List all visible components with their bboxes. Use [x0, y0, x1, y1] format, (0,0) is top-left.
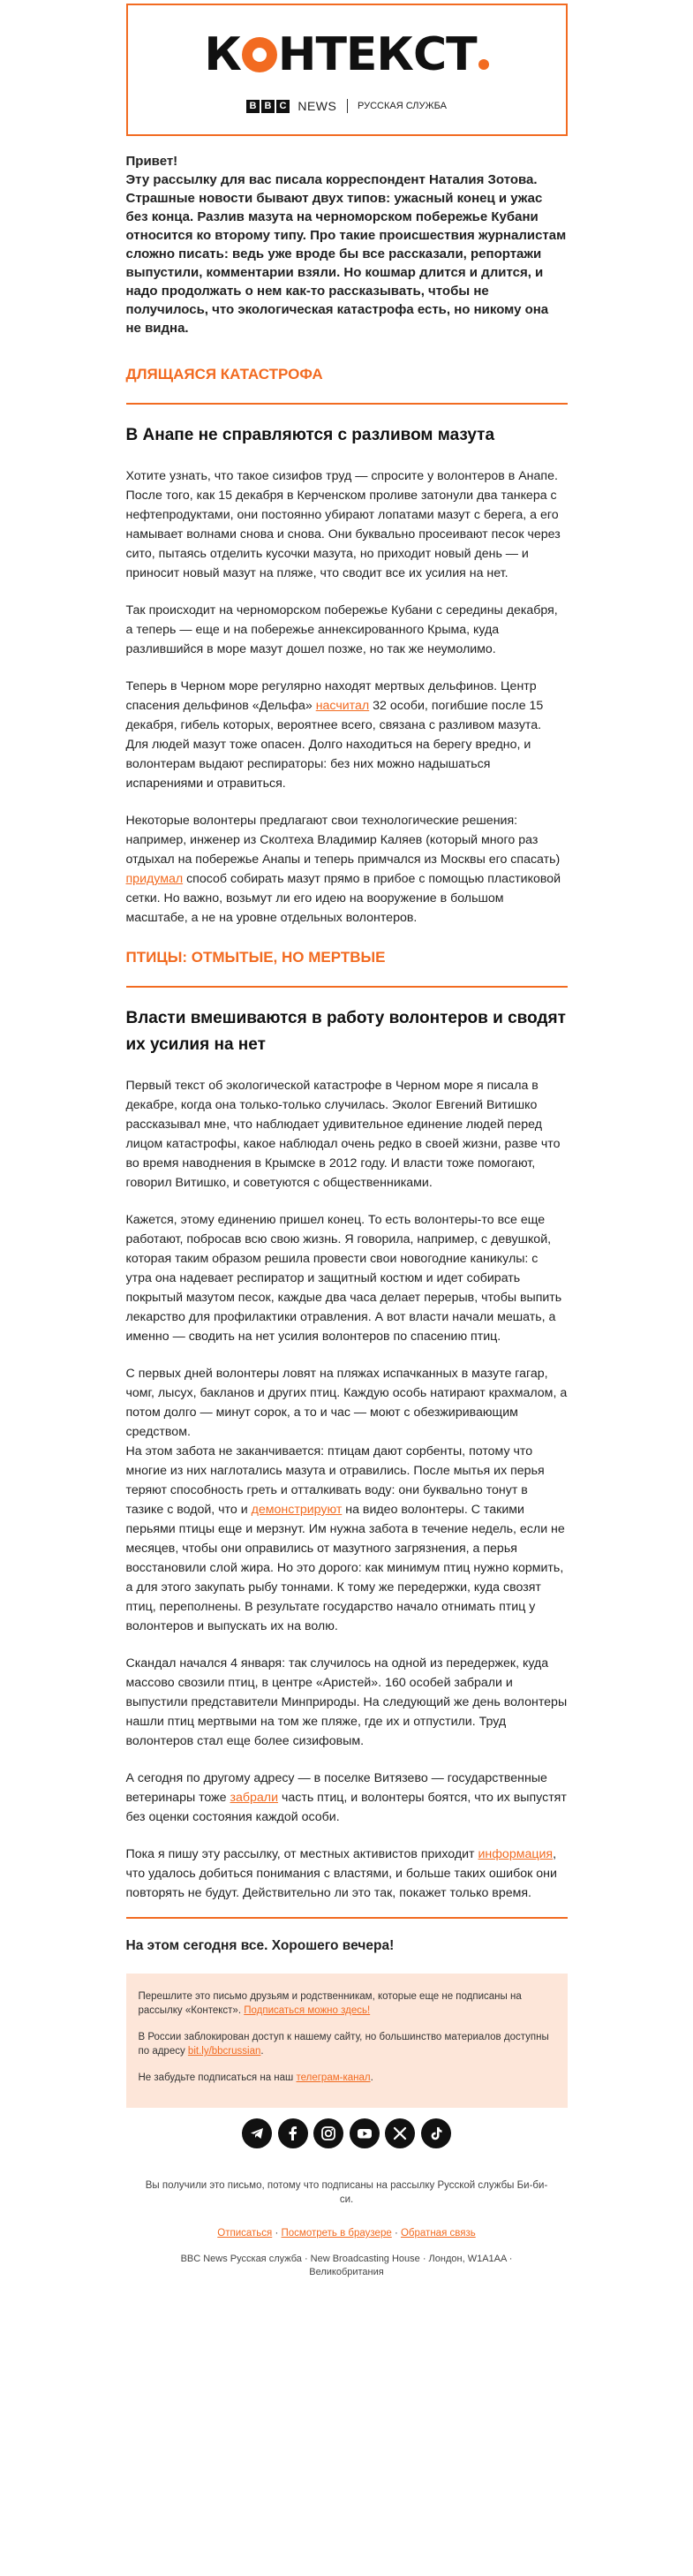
section-label-1: ДЛЯЩАЯСЯ КАТАСТРОФА: [125, 366, 323, 383]
feedback-link[interactable]: Обратная связь: [400, 2228, 476, 2239]
intro: [126, 152, 568, 337]
link-separator: ·: [272, 2228, 282, 2239]
text-span: часть птиц, и волонтеры боятся, что их выпустят без оценки состояния каждой особи.: [125, 1791, 567, 1824]
social-icons: [126, 2118, 568, 2157]
forward-note: [139, 1989, 555, 2018]
paragraph: [126, 1364, 568, 1636]
link-pridumal[interactable]: придумал: [125, 872, 184, 886]
mirror-note: [139, 2030, 555, 2058]
instagram-icon[interactable]: [313, 2118, 343, 2148]
logo-o-icon: [242, 37, 277, 72]
text-span: .: [370, 2072, 373, 2083]
text-span: На этом забота не заканчивается: птицам дают сорбенты, потому что многие из них наглотались мазута и отравились. После мытья их перья теряют способность греть и отталкивать воду: они буквально тонут в тазике с водой, что и: [125, 1444, 545, 1517]
link-separator: ·: [391, 2228, 401, 2239]
paragraph: Скандал начался 4 января: так случилось на одной из передержек, куда массово свозили птиц, в центре «Аристей». 160 особей забрали и выпустили представители Минприроды. На следующий же день волонтеры нашли птиц мертвыми на том же пляже, где их и отпустили. Труд волонтеров стал еще более сизифовым.: [125, 1656, 568, 1748]
service-name: РУССКАЯ СЛУЖБА: [358, 101, 447, 111]
section-divider-1: [126, 403, 568, 405]
logo-letter-k: К: [204, 28, 241, 81]
bbc-block-c: C: [276, 100, 290, 113]
text-span: 32 особи, погибшие после 15 декабря, гибель которых, вероятнее всего, связана с разливом мазута. Для людей мазут тоже опасен. Долго находиться на берегу вредно, и волонтерам выдают респираторы: без них можно надышаться испарениями и отравиться.: [125, 699, 544, 791]
kontekst-logo: [128, 28, 566, 81]
text-span: , что удалось добиться понимания с властями, и больше таких ошибок они повторять не будут. Действительно ли это так, покажет только время.: [125, 1847, 557, 1900]
telegram-icon[interactable]: [242, 2118, 272, 2148]
youtube-icon[interactable]: [350, 2118, 380, 2148]
newsletter: [126, 4, 568, 2279]
text-span: .: [260, 2046, 264, 2057]
link-zabrali[interactable]: забрали: [230, 1791, 279, 1805]
subscribe-link[interactable]: Подписаться можно здесь!: [244, 2005, 371, 2016]
paragraph: Кажется, этому единению пришел конец. То есть волонтеры-то все еще работают, побросав всю свою жизнь. Я говорила, например, с девушкой, которая таким образом решила провести свои новогодние каникулы: с утра она надевает респиратор и защитный костюм и идет собирать покрытый мазутом песок, каждые два часа делает перерыв, чтобы выпить лекарство для профилактики отравления. А вот власти начали мешать, а именно — сводить на нет усилия волонтеров по спасению птиц.: [125, 1213, 562, 1344]
unsubscribe-link[interactable]: Отписаться: [217, 2228, 273, 2239]
view-in-browser-link[interactable]: Посмотреть в браузере: [281, 2228, 392, 2239]
paragraph: Первый текст об экологической катастрофе в Черном море я писала в декабре, когда она только-только случилась. Эколог Евгений Витишко рассказывал мне, что наблюдает удивительное единение людей перед лицом катастрофы, какое наблюдал очень редко в своей жизни, разве что во время наводнения в Крымске в 2012 году. И власти тоже помогают, говорил Витишко, и советуются с общественниками.: [125, 1079, 561, 1190]
telegram-note: [139, 2071, 555, 2085]
paragraph: [126, 1769, 568, 1827]
masthead: [126, 4, 568, 136]
section-divider-2: [126, 986, 568, 988]
headline-2: Власти вмешиваются в работу волонтеров и сводят их усилия на нет: [125, 1009, 566, 1054]
paragraph: [126, 1845, 568, 1903]
link-demonstriruyut[interactable]: демонстрируют: [251, 1503, 343, 1517]
intro-text: Эту рассылку для вас писала корреспондент Наталия Зотова. Страшные новости бывают двух типов: ужасный конец и ужас без конца. Разлив мазута на черноморском побережье Кубани относится ко второму типу. Про такие происшествия журналистам сложно писать: ведь уже вроде бы все рассказали, репортажи выпустили, комментарии взяли. Но кошмар длится и длится, и надо продолжать о нем как-то рассказывать, чтобы не получилось, что экологическая катастрофа есть, но никому она не видна.: [125, 172, 567, 336]
text-span: Пока я пишу эту рассылку, от местных активистов приходит: [125, 1847, 478, 1861]
footer-promo-box: [126, 1974, 568, 2108]
text-span: Не забудьте подписаться на наш: [138, 2072, 297, 2083]
closing-line: На этом сегодня все. Хорошего вечера!: [125, 1938, 395, 1953]
paragraph: [126, 811, 568, 928]
paragraph: Хотите узнать, что такое сизифов труд — спросите у волонтеров в Анапе. После того, как 15 декабря в Керченском проливе затонули два танкера с нефтепродуктами, они постоянно убирают лопатами мазут с берега, а его намывает волнами снова и снова. Они буквально просеивают песок через сито, пытаясь отделить кусочки мазута, но приходит новый день — и приносит новый мазут на пляже, что сводит все их усилия на нет.: [125, 469, 561, 580]
text-span: Перешлите это письмо друзьям и родственникам, которые еще не подписаны на рассылку «Контекст».: [138, 1991, 522, 2016]
logo-letters: НТЕКСТ: [277, 28, 477, 81]
subscription-note: Вы получили это письмо, потому что подписаны на рассылку Русской службы Би-би-си.: [145, 2180, 548, 2205]
mirror-link[interactable]: bit.ly/bbcrussian: [187, 2046, 261, 2057]
text-span: Теперь в Черном море регулярно находят мертвых дельфинов. Центр спасения дельфинов «Дельфа»: [125, 679, 537, 713]
text-span: Некоторые волонтеры предлагают свои технологические решения: например, инженер из Сколтеха Владимир Каляев (который много раз отдыхал на побережье Анапы и теперь примчался из Москвы его спасать): [125, 814, 561, 867]
footer-links: [126, 2228, 568, 2239]
facebook-icon[interactable]: [278, 2118, 308, 2148]
section-label-2: ПТИЦЫ: ОТМЫТЫЕ, НО МЕРТВЫЕ: [125, 949, 386, 966]
greeting: Привет!: [125, 154, 178, 169]
bbc-block-b2: B: [261, 100, 275, 113]
bbc-news-label: NEWS: [298, 99, 337, 113]
tiktok-icon[interactable]: [421, 2118, 451, 2148]
link-informatsiya[interactable]: информация: [478, 1847, 554, 1861]
telegram-link[interactable]: телеграм-канал: [296, 2072, 371, 2083]
paragraph: [126, 677, 568, 793]
text-span: на видео волонтеры. С такими перьями птицы еще и мерзнут. Им нужна забота в течение недель, если не месяцев, чтобы они оправились от мазутного загрязнения, а перья восстановили слой жира. Но это дорого: как минимум птиц нужно кормить, а для этого закупать рыбу тоннами. К тому же передержки, куда свозят птиц, переполнены. В результате государство начало отнимать птиц у волонтеров и выпускать их на волю.: [125, 1503, 565, 1633]
headline-1: В Анапе не справляются с разливом мазута: [125, 426, 495, 444]
logo-dot-icon: [478, 59, 489, 70]
text-span: С первых дней волонтеры ловят на пляжах испачканных в мазуте гагар, чомг, лысух, бакланов и других птиц. Каждую особь натирают крахмалом, а потом долго — минут сорок, а то и час — моют с обезжиривающим средством.: [125, 1367, 568, 1439]
link-naschital[interactable]: насчитал: [315, 699, 370, 713]
text-span: В России заблокирован доступ к нашему сайту, но большинство материалов доступны по адресу: [138, 2032, 549, 2057]
text-span: способ собирать мазут прямо в прибое с помощью пластиковой сетки. Но важно, возьмут ли его идею на вооружение в большом масштабе, а не на уровне отдельных волонтеров.: [125, 872, 561, 925]
logo-divider: [347, 99, 348, 113]
closing-divider: [126, 1917, 568, 1919]
bbc-news-logo: [128, 99, 566, 113]
x-icon[interactable]: [385, 2118, 415, 2148]
paragraph: Так происходит на черноморском побережье Кубани с середины декабря, а теперь — еще и на побережье аннексированного Крыма, куда разлившийся в море мазут дошел позже, но так же неумолимо.: [125, 603, 558, 656]
postal-address: BBC News Русская служба · New Broadcasting House · Лондон, W1A1AA · Великобритания: [180, 2254, 513, 2277]
bbc-block-b1: B: [246, 100, 260, 113]
text-span: А сегодня по другому адресу — в поселке Витязево — государственные ветеринары тоже: [125, 1771, 547, 1805]
